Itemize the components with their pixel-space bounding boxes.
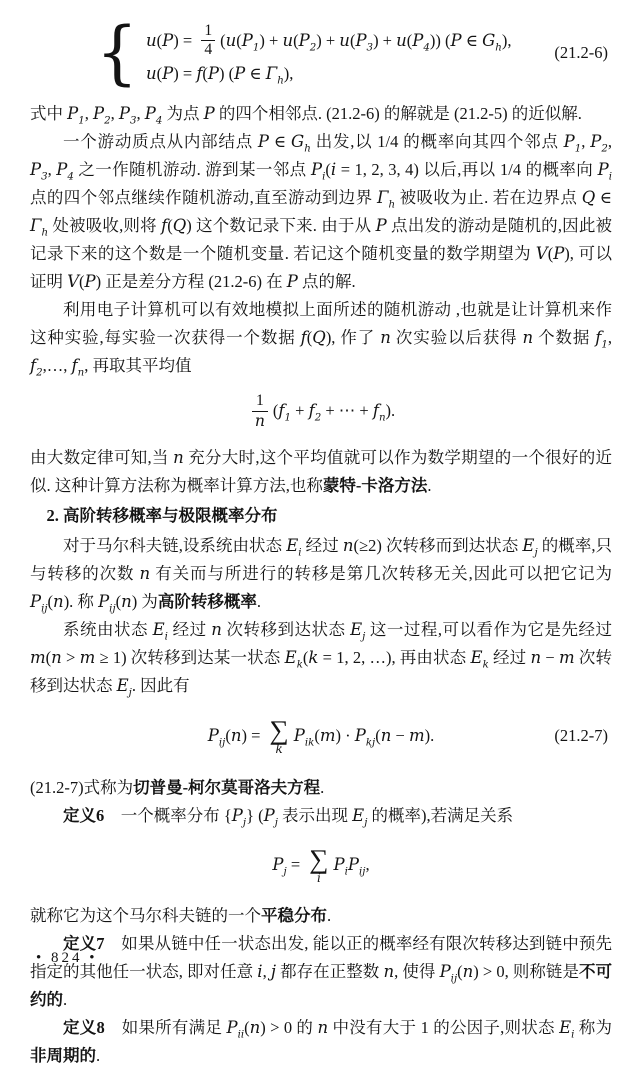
left-brace: { [96, 12, 138, 93]
para-definition-6 [30, 802, 612, 830]
sigma-symbol: ∑ [269, 715, 289, 745]
fraction-one-quarter [201, 22, 215, 59]
fraction-numerator: 1 [204, 21, 213, 39]
equation-line-2 [146, 63, 511, 87]
equation-line-1 [146, 22, 511, 59]
section-heading [30, 502, 612, 530]
stationary-lhs: $P_j$ = [272, 855, 305, 878]
equation-system-lines [146, 21, 512, 87]
para-law-of-large-numbers [30, 444, 612, 500]
para-computer-simulation-text: 利用电子计算机可以有效地模拟上面所述的随机游动 ,也就是让计算机来作这种实验,每实验一次获得一个数据 f(Q), 作了 n 次实验以后获得 n 个数据 $f_1$, $f_2,\dots$, $f_n$, 再取其平均值 [30, 300, 617, 379]
para-chapman-kolmogorov [30, 774, 612, 802]
para-random-walk-text: 一个游动质点从内部结点 P ∈ $G_h$ 出发,以 1/4 的概率向其四个邻点 $P_1$, $P_2$, $P_3$, $P_4$ 之一作随机游动. 游到某一邻点 $P_i(i = 1$, 2, 3, 4) 以后,再以 1/4 的概率向 $P_i$ 点的四个邻点继续作随机游动,直至游动到边界 $\Gamma_h$ 被吸收为止. 若在边界点 Q ∈ $\Gamma_h$ 处被吸收,则将 f(Q) 这个数记录下来. 由于从 P 点出发的游动是随机的,因此被记录下来的这个数是一个随机变量. 若记这个随机变量的数学期望为 V(P), 可以证明 V(P) 正是差分方程 (21.2-6) 在 P 点的解. [30, 132, 617, 291]
eq6-line1-rhs: $(u(P_1) + u(P_2) + u(P_3) + u(P_4))$ (P ∈ $G_h$), [220, 30, 512, 53]
summation-over-i [309, 846, 328, 884]
para-eq6-explanation [30, 100, 612, 128]
equation-number-21-2-6: (21.2-6) [554, 43, 608, 62]
para-stationary-conclusion-text: 就称它为这个马尔科夫链的一个平稳分布. [30, 906, 332, 925]
formula-average-body: ($f_1 + f_2$ + ⋯ + $f_n$). [272, 401, 396, 424]
summation-over-k [270, 717, 289, 755]
para-eq6-explanation-text: 式中 $P_1$, $P_2$, $P_3$, $P_4$ 为点 P 的四个相邻点. (21.2-6) 的解就是 (21.2-5) 的近似解. [30, 104, 582, 127]
fraction-numerator: 1 [255, 392, 264, 410]
section-heading-text: 2. 高阶转移概率与极限概率分布 [46, 506, 278, 525]
fraction-denominator: n [252, 411, 268, 430]
para-law-of-large-numbers-text: 由大数定律可知,当 n 充分大时,这个平均值就可以作为数学期望的一个很好的近似. 这种计算方法称为概率计算方法,也称蒙特-卡洛方法. [30, 448, 613, 495]
para-definition-8 [30, 1014, 612, 1070]
para-definition-6-text: 定义6 一个概率分布 $\{P_j\}$ ($P_j$ 表示出现 $E_j$ 的概率),若满足关系 [63, 806, 514, 829]
equation-number-21-2-7: (21.2-7) [554, 726, 608, 745]
sigma-index: i [316, 871, 321, 885]
fraction-denominator: 4 [201, 40, 215, 59]
para-computer-simulation [30, 296, 617, 380]
para-random-walk [30, 128, 617, 296]
stationary-rhs: $P_iP_{ij}$, [333, 855, 370, 878]
eq7-rhs: $P_{ik}(m) \cdot P_{kj}(n - m)$. [293, 726, 435, 749]
para-definition-7 [30, 930, 612, 1014]
equation-21-2-6 [30, 12, 612, 94]
eq7-line [208, 717, 434, 755]
para-stationary-conclusion [30, 902, 612, 930]
para-definition-8-text: 定义8 如果所有满足 $P_{ii}(n) > 0$ 的 n 中没有大于 1 的公因子,则状态 $E_i$ 称为非周期的. [30, 1018, 613, 1065]
fraction-one-over-n [252, 392, 268, 429]
para-transition-decomposition-text: 系统由状态 $E_i$ 经过 n 次转移到达状态 $E_j$ 这一过程,可以看作为它是先经过 m(n > m ≥ 1) 次转移到达某一状态 $E_k(k = 1$, 2, …), 再由状态 $E_k$ 经过 n − m 次转移到达状态 $E_j$. 因此有 [30, 620, 617, 699]
page-number: • 824 • [36, 950, 98, 966]
para-transition-decomposition [30, 616, 617, 700]
para-definition-7-text: 定义7 如果从链中任一状态出发, 能以正的概率经有限次转移达到链中预先指定的其他任一状态, 即对任意 i, j 都存在正整数 n, 使得 $P_{ij}(n) > 0$, 则称链是不可约的. [30, 934, 613, 1009]
eq6-line1-lhs: u(P) = [146, 30, 197, 50]
formula-average-line [247, 392, 395, 429]
para-chapman-kolmogorov-text: (21.2-7)式称为切普曼-柯尔莫哥洛夫方程. [30, 778, 325, 797]
formula-stationary-distribution [30, 838, 612, 892]
formula-average [30, 386, 612, 436]
eq7-lhs: $P_{ij}(n)$ = [207, 726, 265, 749]
sigma-index: k [275, 742, 283, 756]
eq6-line2: u(P) = f(P) (P ∈ $\Gamma_h$), [146, 63, 294, 87]
para-higher-order-intro [30, 532, 617, 616]
para-higher-order-intro-text: 对于马尔科夫链,设系统由状态 $E_i$ 经过 n(≥2) 次转移而到达状态 $E_j$ 的概率,只与转移的次数 n 有关而与所进行的转移是第几次转移无关,因此可以把它记为 $P_{ij}(n)$. 称 $P_{ij}(n)$ 为高阶转移概率. [30, 536, 617, 615]
equation-21-2-7 [30, 708, 612, 764]
sigma-symbol: ∑ [309, 844, 329, 874]
stationary-line [272, 846, 369, 884]
